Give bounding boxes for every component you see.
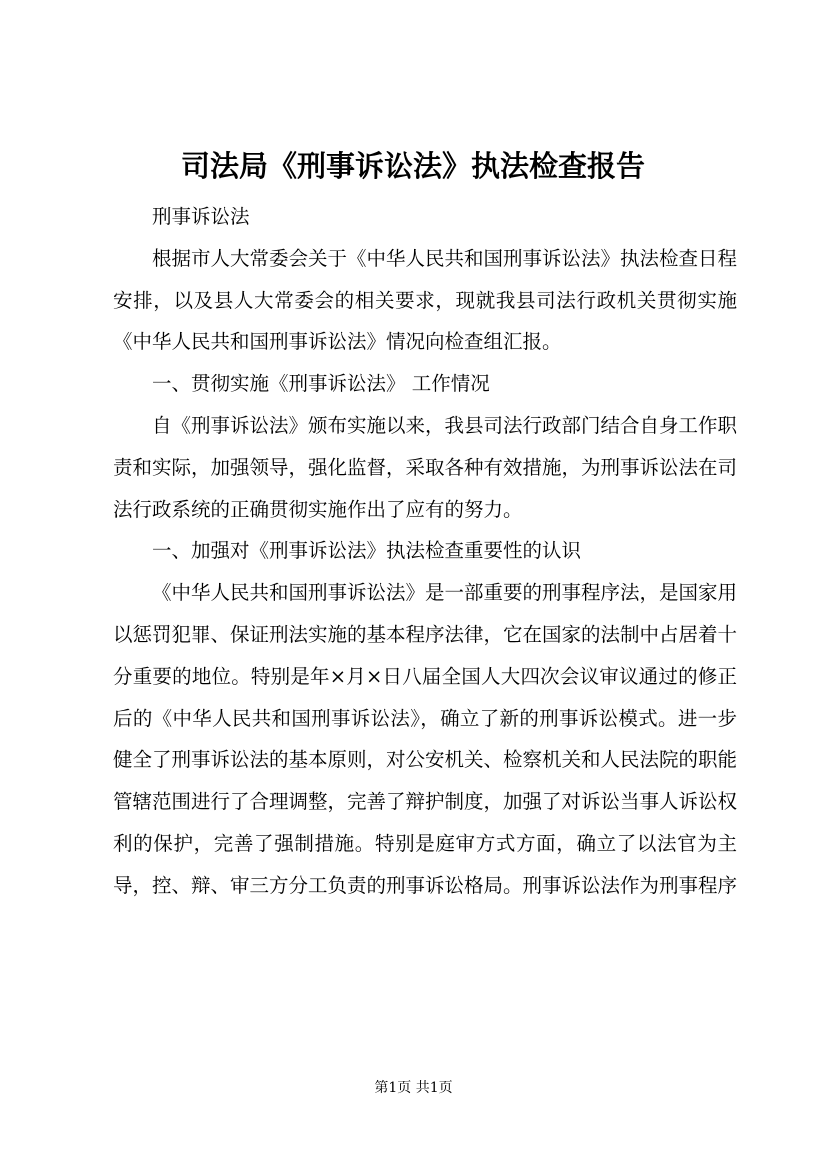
paragraph-awareness: 《中华人民共和国刑事诉讼法》是一部重要的刑事程序法，是国家用以惩罚犯罪、保证刑法实施的基本程序法律，它在国家的法制中占居着十分重要的地位。特别是年×月×日八届全国人大四次会议审议通过的修正后的《中华人民共和国刑事诉讼法》，确立了新的刑事诉讼模式。进一步健全了刑事诉讼法的基本原则，对公安机关、检察机关和人民法院的职能管辖范围进行了合理调整，完善了辩护制度，加强了对诉讼当事人诉讼权利的保护，完善了强制措施。特别是庭审方式方面，确立了以法官为主导，控、辩、审三方分工负责的刑事诉讼格局。刑事诉讼法作为刑事程序 [113,581,738,897]
document-title: 司法局《刑事诉讼法》执法检查报告 [180,149,645,183]
section-heading-awareness: 一、加强对《刑事诉讼法》执法检查重要性的认识 [152,539,582,563]
section-heading-implementation: 一、贯彻实施《刑事诉讼法》 工作情况 [152,372,490,396]
paragraph-implementation: 自《刑事诉讼法》颁布实施以来，我县司法行政部门结合自身工作职责和实际，加强领导，强化监督，采取各种有效措施，为刑事诉讼法在司法行政系统的正确贯彻实施作出了应有的努力。 [113,413,738,521]
paragraph-subject: 刑事诉讼法 [152,205,250,228]
document-body [113,196,737,907]
page-number-footer: 第1页 共1页 [374,1080,453,1096]
paragraph-intro: 根据市人大常委会关于《中华人民共和国刑事诉讼法》执法检查日程安排，以及县人大常委会的相关要求，现就我县司法行政机关贯彻实施《中华人民共和国刑事诉讼法》情况向检查组汇报。 [113,246,738,354]
